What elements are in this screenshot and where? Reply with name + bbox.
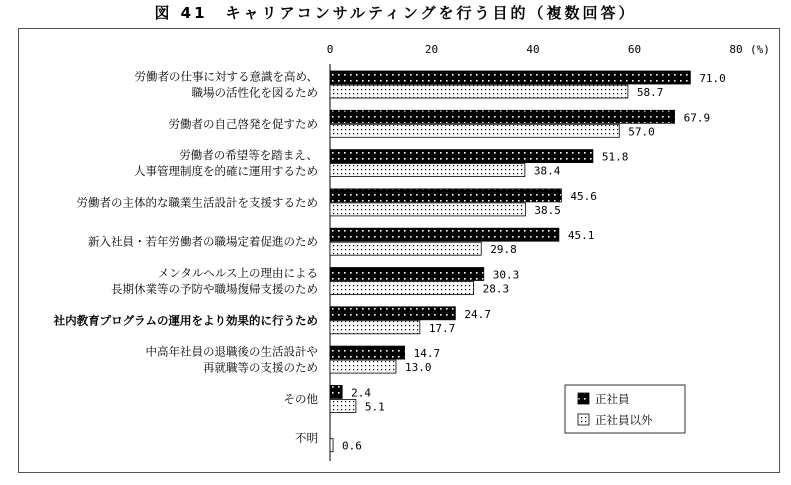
value-label-regular: 30.3 [492,268,520,282]
value-label-regular: 51.8 [601,150,629,164]
value-label-regular: 24.7 [464,307,491,321]
bar-nonregular [330,321,420,334]
category-label: メンタルヘルス上の理由による [157,266,318,280]
legend [565,385,685,433]
bar-regular [330,307,455,320]
legend-swatch-regular [578,393,589,404]
value-label-regular: 14.7 [413,347,441,361]
bar-regular [330,228,559,241]
value-label-regular: 67.9 [683,111,711,125]
value-label-nonregular: 58.7 [636,86,664,99]
category-label: その他 [283,391,318,406]
x-tick-label: 40 [526,43,540,56]
bar-regular [330,150,593,163]
value-label-nonregular: 57.0 [628,125,655,139]
legend-label-nonregular: 正社員以外 [595,413,653,427]
category-label: 労働者の仕事に対する意識を高め、 [134,69,318,84]
category-label: 長期休業等の予防や職場復帰支援のため [111,282,318,296]
x-unit-label: (%) [750,43,770,56]
category-label: 労働者の自己啓発を促すため [168,116,318,131]
bar-nonregular [330,242,481,255]
value-label-nonregular: 28.3 [482,282,510,296]
bar-regular [330,268,484,281]
value-label-regular: 2.4 [351,386,372,400]
value-label-nonregular: 38.5 [534,203,561,217]
category-label: 労働者の希望等を踏まえ、 [179,148,318,163]
legend-label-regular: 正社員 [595,392,630,406]
x-tick-label: 0 [326,43,334,56]
category-label: 社内教育プログラムの運用をより効果的に行うため [53,313,318,328]
bar-nonregular [330,282,474,295]
value-label-nonregular: 5.1 [364,400,385,414]
bar-nonregular [330,85,628,98]
value-label-nonregular: 17.7 [428,321,456,335]
value-label-regular: 45.6 [570,189,597,203]
x-tick-label: 20 [424,43,439,56]
bar-regular [330,189,561,202]
chart-title: 図 41 キャリアコンサルティングを行う目的（複数回答） [154,4,637,22]
bar-regular [330,385,342,398]
category-label: 新入社員・若年労働者の職場定着促進のため [88,234,318,249]
legend-swatch-nonregular [578,414,589,425]
value-label-nonregular: 0.6 [342,439,362,453]
value-label-regular: 45.1 [567,229,595,243]
bar-nonregular [330,203,525,216]
bar-nonregular [330,439,333,452]
category-label: 再就職等の支援のため [203,360,318,375]
value-label-regular: 71.0 [699,72,726,85]
bar-nonregular [330,124,619,137]
category-label: 労働者の主体的な職業生活設計を支援するため [76,195,318,210]
category-label: 中高年社員の退職後の生活設計や [145,344,318,359]
category-label: 職場の活性化を図るため [191,85,318,100]
bar-regular [330,71,690,84]
value-label-nonregular: 38.4 [533,164,561,178]
value-label-nonregular: 13.0 [404,361,432,375]
bar-nonregular [330,399,356,412]
category-label: 不明 [295,431,318,446]
x-tick-label: 80 [729,43,743,56]
bar-regular [330,110,675,123]
bar-regular [330,346,405,359]
category-label: 人事管理制度を的確に運用するため [134,164,318,179]
x-tick-label: 60 [627,43,642,56]
value-label-nonregular: 29.8 [490,243,517,257]
bar-nonregular [330,360,396,373]
bar-nonregular [330,164,525,177]
